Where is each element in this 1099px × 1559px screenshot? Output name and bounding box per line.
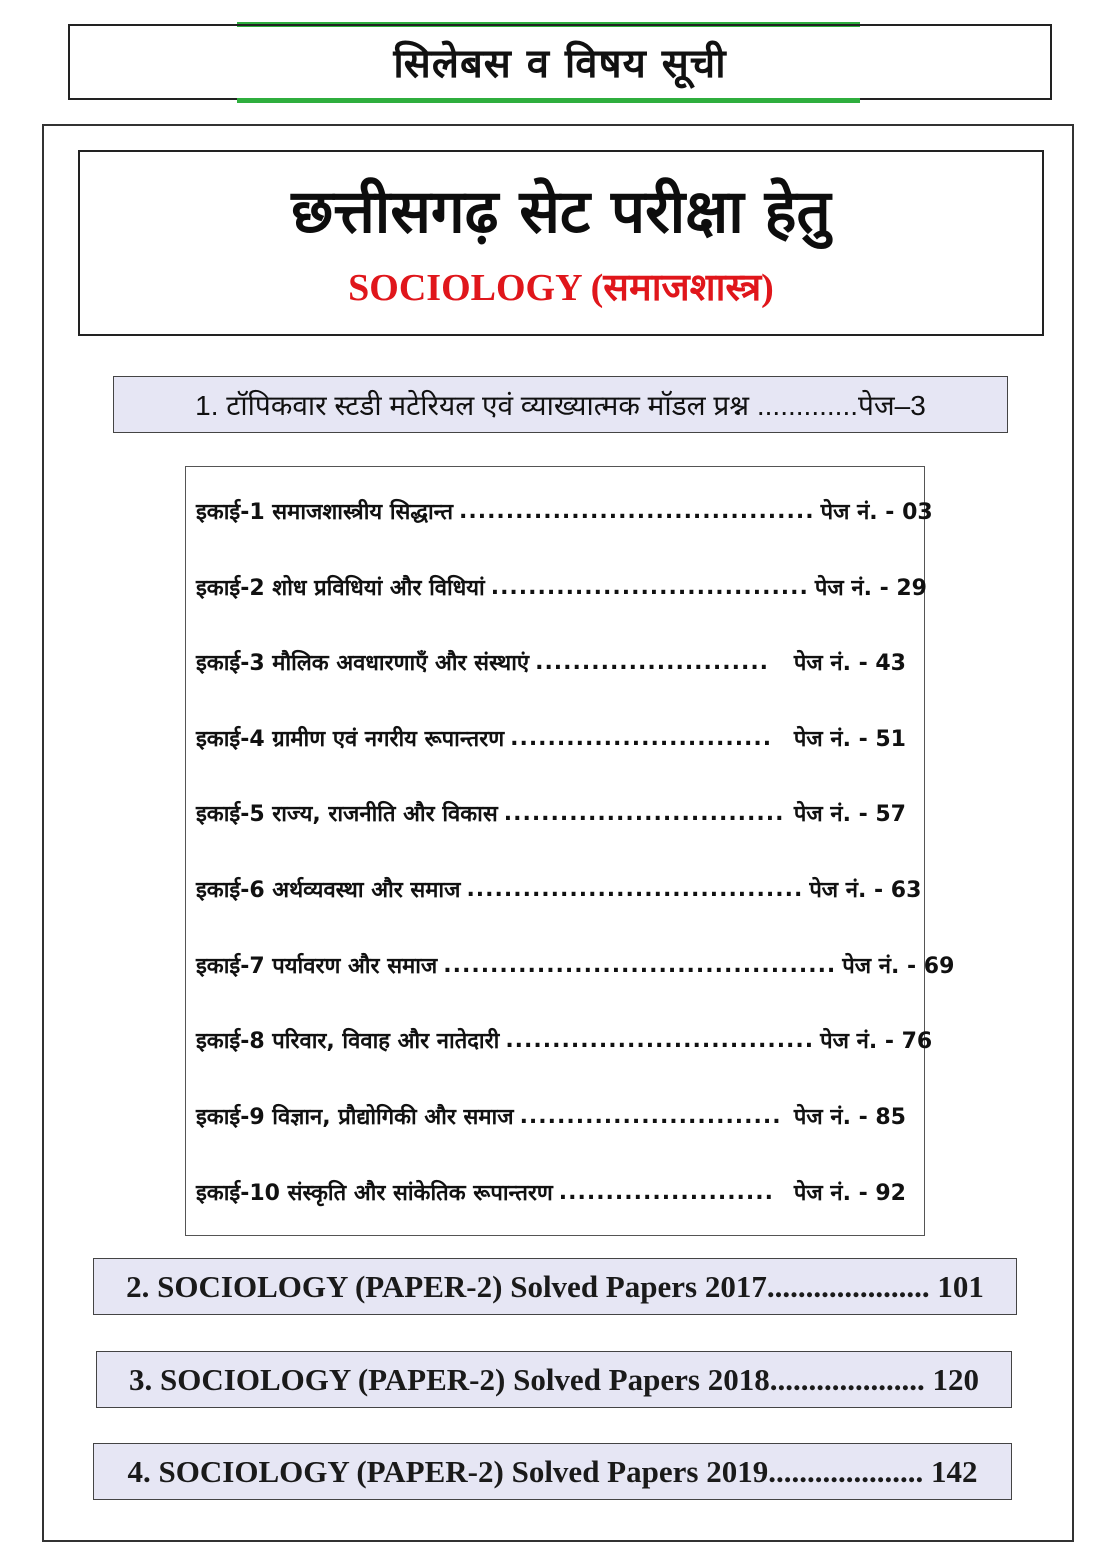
list-item <box>196 945 955 985</box>
unit-label: इकाई-1 समाजशास्त्रीय सिद्धान्त <box>196 500 453 525</box>
unit-label: इकाई-6 अर्थव्यवस्था और समाज <box>196 878 461 903</box>
leader-dots: ................................. <box>505 1027 815 1053</box>
list-item <box>196 869 922 909</box>
title-box <box>78 150 1044 336</box>
paper-2017-entry: 2. SOCIOLOGY (PAPER-2) Solved Papers 2017..................... 101 <box>93 1258 1017 1315</box>
header-bottom-accent <box>237 98 860 103</box>
list-item <box>196 491 933 531</box>
list-item <box>196 642 906 682</box>
page-subtitle: SOCIOLOGY (समाजशास्त्र) <box>348 267 774 309</box>
unit-label: इकाई-7 पर्यावरण और समाज <box>196 954 438 979</box>
list-item <box>196 718 906 758</box>
unit-page-number: पेज नं. - 29 <box>814 576 927 601</box>
section-1-heading: 1. टॉपिकवार स्टडी मटेरियल एवं व्याख्यात्मक मॉडल प्रश्न .............पेज–3 <box>113 376 1008 433</box>
leader-dots: ............................ <box>519 1103 782 1129</box>
unit-page-number: पेज नं. - 63 <box>809 878 922 903</box>
unit-label: इकाई-4 ग्रामीण एवं नगरीय रूपान्तरण <box>196 727 505 752</box>
header-box <box>68 24 1052 100</box>
list-item <box>196 1020 933 1060</box>
unit-page-number: पेज नं. - 51 <box>793 727 906 752</box>
unit-label: इकाई-5 राज्य, राजनीति और विकास <box>196 802 498 827</box>
leader-dots: .......................................... <box>443 952 837 978</box>
unit-page-number: पेज नं. - 85 <box>793 1105 906 1130</box>
page-title: छत्तीसगढ़ सेट परीक्षा हेतु <box>291 177 831 247</box>
unit-page-number: पेज नं. - 92 <box>793 1181 906 1206</box>
list-item <box>196 1172 906 1212</box>
leader-dots: ....................... <box>558 1179 774 1205</box>
unit-page-number: पेज नं. - 43 <box>793 651 906 676</box>
list-item <box>196 1096 906 1136</box>
header-title: सिलेबस व विषय सूची <box>393 41 727 87</box>
leader-dots: .................................. <box>490 574 809 600</box>
leader-dots: ............................ <box>510 725 773 751</box>
leader-dots: .............................. <box>503 800 785 826</box>
unit-label: इकाई-10 संस्कृति और सांकेतिक रूपान्तरण <box>196 1181 553 1206</box>
unit-label: इकाई-8 परिवार, विवाह और नातेदारी <box>196 1029 500 1054</box>
leader-dots: .................................... <box>466 876 804 902</box>
paper-2019-entry: 4. SOCIOLOGY (PAPER-2) Solved Papers 2019.................... 142 <box>93 1443 1012 1500</box>
unit-page-number: पेज नं. - 57 <box>793 802 906 827</box>
list-item <box>196 793 906 833</box>
unit-page-number: पेज नं. - 03 <box>820 500 933 525</box>
unit-label: इकाई-3 मौलिक अवधारणाएँ और संस्थाएं <box>196 651 530 676</box>
leader-dots: ......................... <box>535 649 770 675</box>
unit-label: इकाई-9 विज्ञान, प्रौद्योगिकी और समाज <box>196 1105 514 1130</box>
unit-label: इकाई-2 शोध प्रविधियां और विधियां <box>196 576 485 601</box>
paper-2018-entry: 3. SOCIOLOGY (PAPER-2) Solved Papers 2018.................... 120 <box>96 1351 1012 1408</box>
unit-page-number: पेज नं. - 76 <box>820 1029 933 1054</box>
list-item <box>196 567 927 607</box>
units-list <box>185 466 955 1236</box>
unit-page-number: पेज नं. - 69 <box>842 954 955 979</box>
leader-dots: ...................................... <box>459 498 815 524</box>
